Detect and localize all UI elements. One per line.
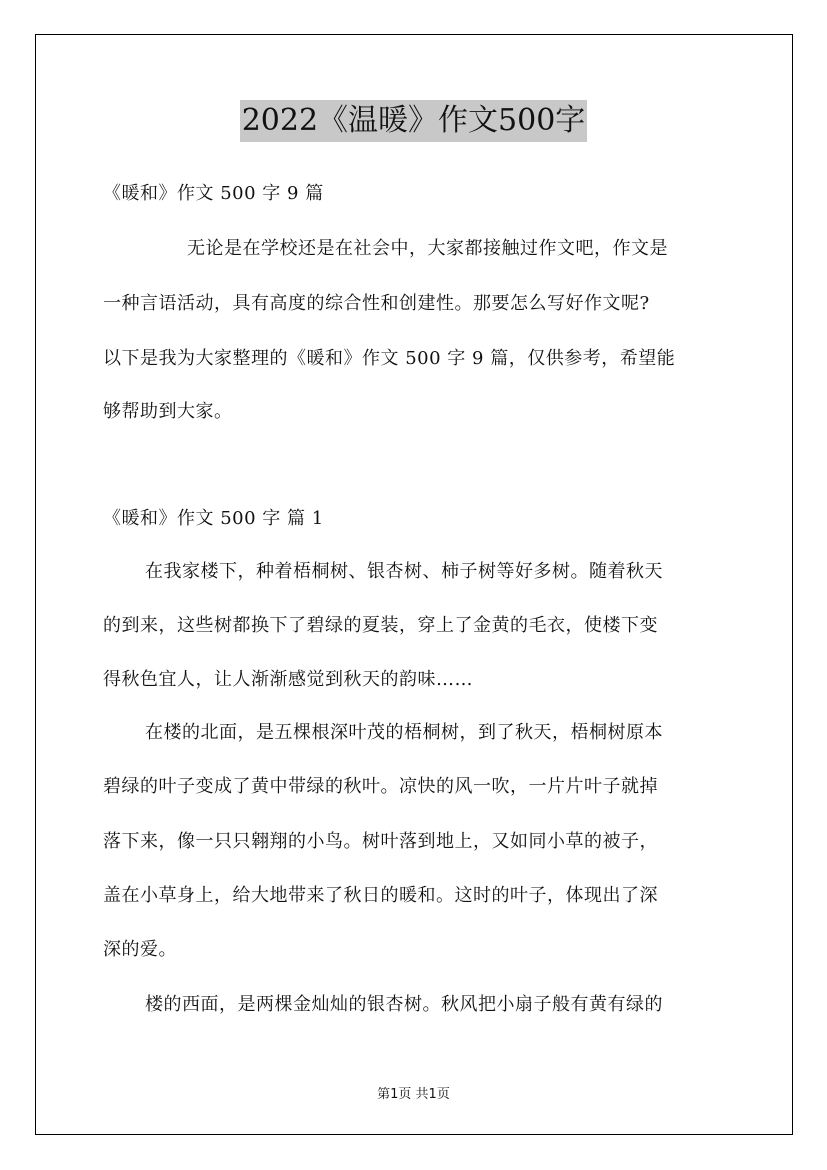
body-line: 碧绿的叶子变成了黄中带绿的秋叶。凉快的风一吹，一片片叶子就掉 xyxy=(103,776,658,797)
body-line: 落下来，像一只只翱翔的小鸟。树叶落到地上，又如同小草的被子， xyxy=(103,831,658,852)
subtitle: 《暖和》作文 500 字 9 篇 xyxy=(103,183,324,204)
document-title: 2022《温暖》作文500字 xyxy=(240,100,588,142)
body-line: 盖在小草身上，给大地带来了秋日的暖和。这时的叶子，体现出了深 xyxy=(103,885,658,906)
body-line: 的到来，这些树都换下了碧绿的夏装，穿上了金黄的毛衣，使楼下变 xyxy=(103,615,658,636)
body-line: 在楼的北面，是五棵根深叶茂的梧桐树，到了秋天，梧桐树原本 xyxy=(145,722,663,743)
body-line: 楼的西面，是两棵金灿灿的银杏树。秋风把小扇子般有黄有绿的 xyxy=(145,994,663,1015)
page-footer: 第1页 共1页 xyxy=(377,1087,450,1102)
body-line: 得秋色宜人，让人渐渐感觉到秋天的韵味…… xyxy=(103,669,473,690)
body-line: 深的爱。 xyxy=(103,939,177,960)
intro-line: 以下是我为大家整理的《暖和》作文 500 字 9 篇，仅供参考，希望能 xyxy=(103,348,676,369)
body-line: 在我家楼下，种着梧桐树、银杏树、柿子树等好多树。随着秋天 xyxy=(145,561,663,582)
title-container xyxy=(0,100,827,142)
intro-line: 一种言语活动，具有高度的综合性和创建性。那要怎么写好作文呢? xyxy=(103,293,650,314)
section-heading: 《暖和》作文 500 字 篇 1 xyxy=(103,508,324,529)
intro-line: 无论是在学校还是在社会中，大家都接触过作文吧，作文是 xyxy=(187,238,668,259)
intro-line: 够帮助到大家。 xyxy=(103,401,233,422)
